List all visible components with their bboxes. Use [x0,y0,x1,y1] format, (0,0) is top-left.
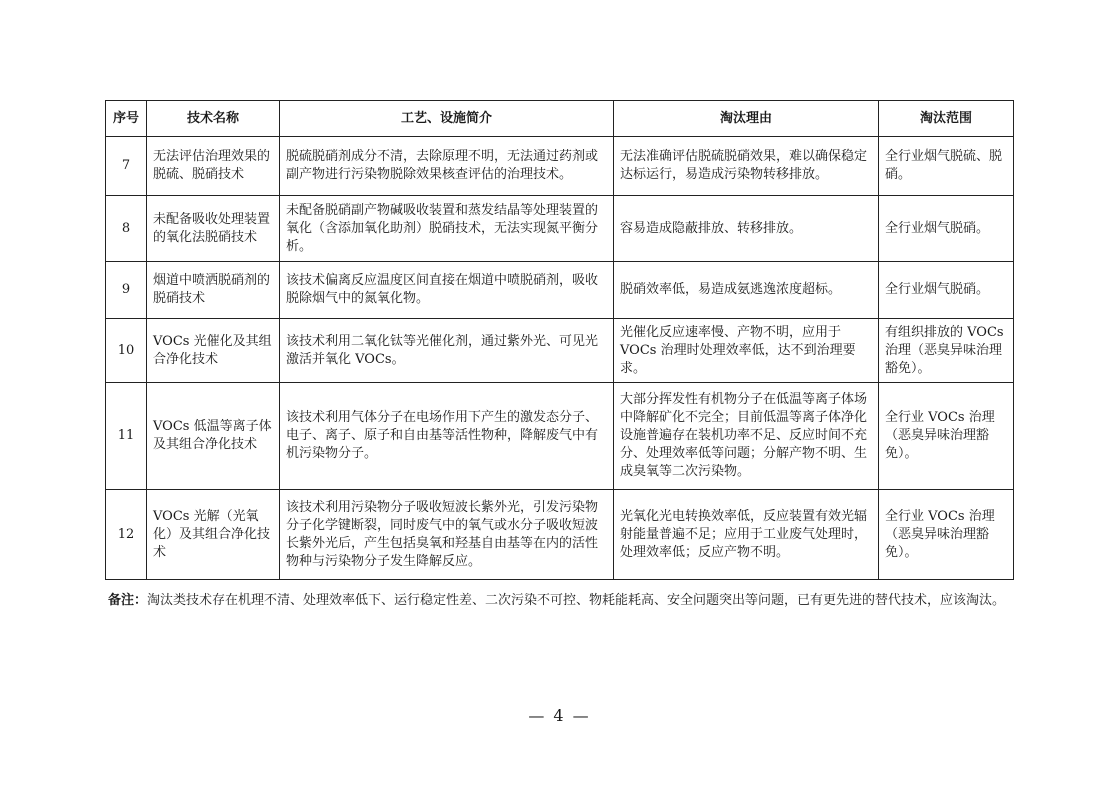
row-process: 该技术利用气体分子在电场作用下产生的激发态分子、电子、离子、原子和自由基等活性物种，降解废气中有机污染物分子。 [280,383,614,490]
footnote [108,591,1013,610]
table-row [106,262,1014,319]
page-number: — 4 — [528,706,591,725]
row-no: 12 [106,490,147,580]
header-process: 工艺、设施简介 [280,101,614,137]
row-process: 脱硫脱硝剂成分不清，去除原理不明，无法通过药剂或副产物进行污染物脱除效果核查评估的治理技术。 [280,137,614,196]
row-tech-name: 无法评估治理效果的脱硫、脱硝技术 [147,137,280,196]
row-no: 8 [106,196,147,262]
table-header-row [106,101,1014,137]
footnote-text: 淘汰类技术存在机理不清、处理效率低下、运行稳定性差、二次污染不可控、物耗能耗高、安全问题突出等问题，已有更先进的替代技术，应该淘汰。 [147,593,1006,608]
row-no: 9 [106,262,147,319]
row-scope: 全行业烟气脱硫、脱硝。 [879,137,1014,196]
row-process: 该技术利用二氧化钛等光催化剂，通过紫外光、可见光激活并氧化 VOCs。 [280,319,614,383]
obsolete-technology-table [105,100,1014,580]
footnote-label: 备注： [108,593,148,608]
row-reason: 无法准确评估脱硫脱硝效果，难以确保稳定达标运行，易造成污染物转移排放。 [614,137,879,196]
row-reason: 光氧化光电转换效率低，反应装置有效光辐射能量普遍不足；应用于工业废气处理时，处理效率低；反应产物不明。 [614,490,879,580]
row-scope: 有组织排放的 VOCs 治理（恶臭异味治理豁免）。 [879,319,1014,383]
table-row [106,490,1014,580]
row-no: 11 [106,383,147,490]
row-process: 该技术偏离反应温度区间直接在烟道中喷脱硝剂，吸收脱除烟气中的氮氧化物。 [280,262,614,319]
row-tech-name: 未配备吸收处理装置的氧化法脱硝技术 [147,196,280,262]
row-scope: 全行业 VOCs 治理（恶臭异味治理豁免）。 [879,490,1014,580]
row-scope: 全行业烟气脱硝。 [879,262,1014,319]
row-process: 未配备脱硝副产物碱吸收装置和蒸发结晶等处理装置的氧化（含添加氧化助剂）脱硝技术，无法实现氮平衡分析。 [280,196,614,262]
row-process: 该技术利用污染物分子吸收短波长紫外光，引发污染物分子化学键断裂，同时废气中的氧气或水分子吸收短波长紫外光后，产生包括臭氧和羟基自由基等在内的活性物种与污染物分子发生降解反应。 [280,490,614,580]
row-reason: 脱硝效率低，易造成氨逃逸浓度超标。 [614,262,879,319]
row-no: 10 [106,319,147,383]
row-reason: 光催化反应速率慢、产物不明，应用于 VOCs 治理时处理效率低，达不到治理要求。 [614,319,879,383]
row-no: 7 [106,137,147,196]
row-reason: 大部分挥发性有机物分子在低温等离子体场中降解矿化不完全；目前低温等离子体净化设施普遍存在装机功率不足、反应时间不充分、处理效率低等问题；分解产物不明、生成臭氧等二次污染物。 [614,383,879,490]
row-tech-name: VOCs 光催化及其组合净化技术 [147,319,280,383]
header-name: 技术名称 [147,101,280,137]
header-no: 序号 [106,101,147,137]
table-row [106,137,1014,196]
table-row [106,383,1014,490]
row-scope: 全行业 VOCs 治理（恶臭异味治理豁免）。 [879,383,1014,490]
header-reason: 淘汰理由 [614,101,879,137]
table-row [106,319,1014,383]
table-row [106,196,1014,262]
row-tech-name: 烟道中喷洒脱硝剂的脱硝技术 [147,262,280,319]
header-scope: 淘汰范围 [879,101,1014,137]
row-tech-name: VOCs 低温等离子体及其组合净化技术 [147,383,280,490]
row-reason: 容易造成隐蔽排放、转移排放。 [614,196,879,262]
row-tech-name: VOCs 光解（光氧化）及其组合净化技术 [147,490,280,580]
row-scope: 全行业烟气脱硝。 [879,196,1014,262]
